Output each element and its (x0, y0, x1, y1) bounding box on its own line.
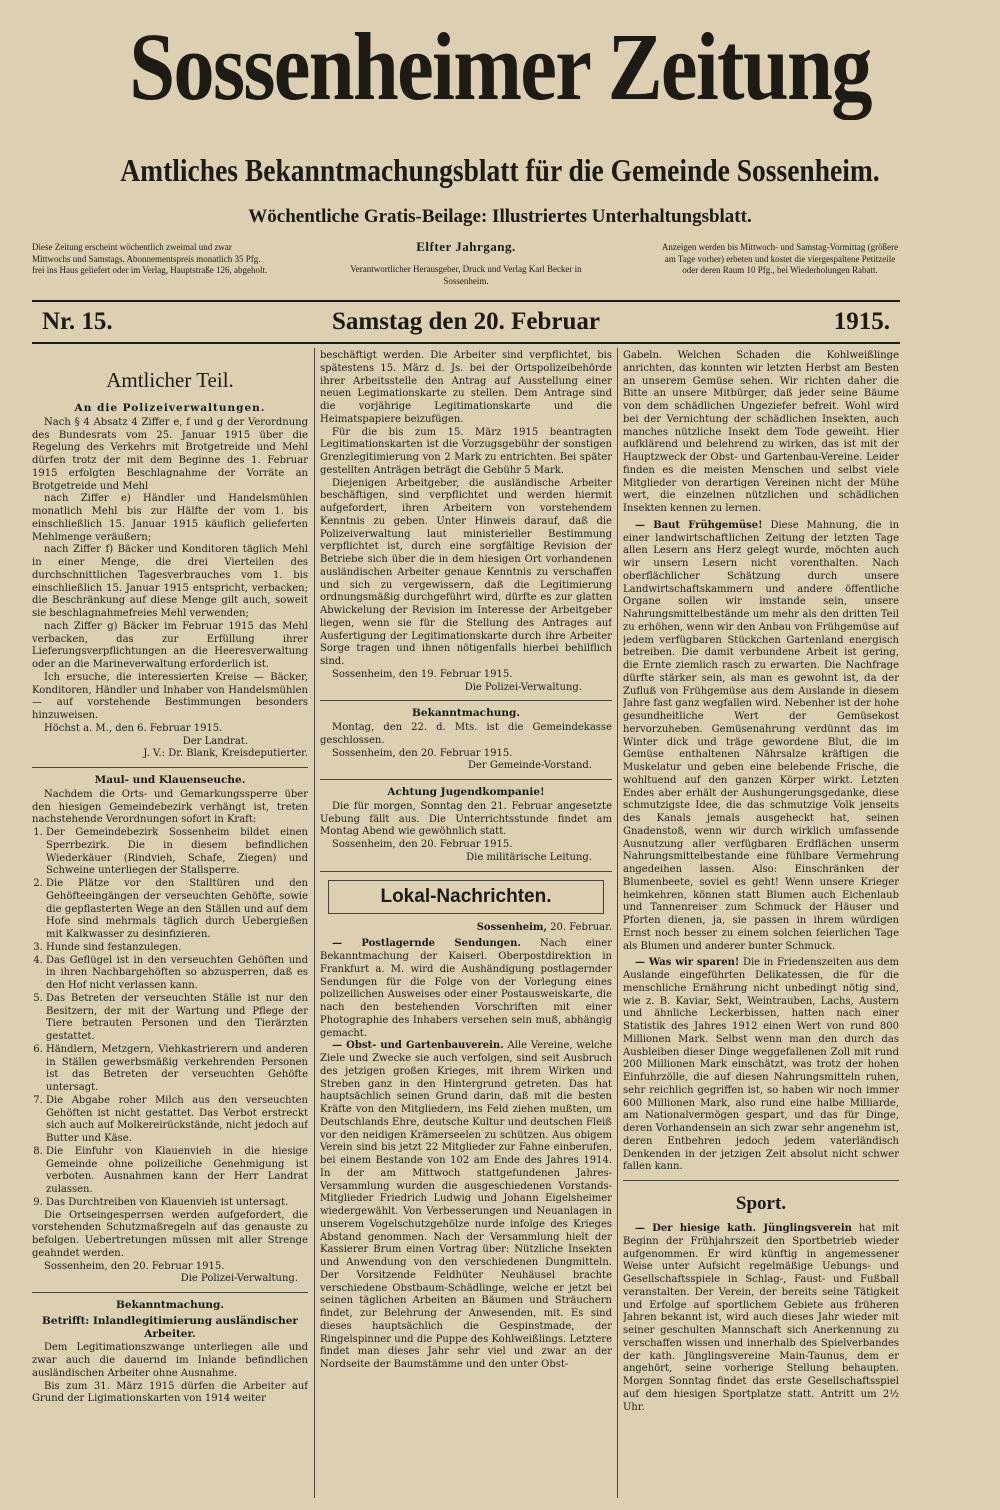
signature: Die Polizei-Verwaltung. (180, 1273, 298, 1285)
article-paragraph: Ich ersuche, die interessierten Kreise — Bäcker, Konditoren, Händler und Inhaber von Handelsmühlen — auf vorstehende Bestimmungen besonders hinzuweisen. (32, 671, 308, 721)
news-lead: — Postlagernde Sendungen. (332, 938, 521, 950)
news-item (623, 520, 899, 954)
masthead-supplement: Wöchentliche Gratis-Beilage: Illustriertes Unterhaltungsblatt. (248, 206, 752, 227)
column-separator (314, 348, 315, 1498)
article-paragraph: Montag, den 22. d. Mts. ist die Gemeindekasse geschlossen. (320, 722, 612, 746)
article-divider (32, 1292, 308, 1293)
list-item: 8. Die Einfuhr von Klauenvieh in die hiesige Gemeinde ohne polizeiliche Genehmigung ist verboten. Ausnahmen kann der Herr Landrat zulassen. (46, 1146, 308, 1197)
masthead-info-row (32, 238, 900, 294)
masthead-title: Sossenheimer Zeitung (129, 13, 871, 120)
list-item: 9. Das Durchtreiben von Klauenvieh ist untersagt. (46, 1197, 308, 1210)
column-separator (617, 348, 618, 1498)
article-paragraph: nach Ziffer f) Bäcker und Konditoren täglich Mehl in einer Menge, die drei Vierteilen des durchschnittlichen Tagesverbrauches vom 1. bis einschließlich 15. Januar 1915 entspricht, verbacken; die Beschränkung auf diese Menge gilt auch, soweit sie beschlagnahmefreies Mehl verwenden; (32, 544, 308, 619)
news-text: Diese Mahnung, die in einer landwirtschaftlichen Zeitung der letzten Tage allen Lesern ans Herz gelegt wurde, möchten auch wir unsern Lesern nicht vorenthalten. Nach oberflächlicher Schätzung durch unsere Landwirtschaftskammern und andere öffentliche Organe sollen wir imstande sein, unsere Nahrungsmittelbestände um mehr als den dritten Teil zu erhöhen, wenn wir den Anbau von Frühgemüse auf jedem verfügbaren Stückchen Gartenland energisch betreiben. Die damit verbundene Arbeit ist gering, die Ernte ziemlich rasch zu erwarten. Die Nachfrage dürfte stärker sein, als man es gewohnt ist, da der Zufluß von Frühgemüse aus dem Auslande in diesem Jahre fast ganz wegfallen wird. Nebenher ist der hohe gesundheitliche Wert der Gemüsekost hervorzuheben. Gemüsenahrung verdünnt das im Winter dick und träge gewordene Blut, die im Gemüse enthaltenen Nährsalze kräftigen die Muskelatur und geben eine belebende Frische, die wohltuend auf den ganzen Körper wirkt. Letzten Endes aber erhält der Aushungerungsgedanke, diese schmutzigste Idee, die das schmutzige Volk jenseits des Kanals jemals ausgeheckt hat, seinen Gnadenstoß, wenn wir durch wirklich umfassende Ausnutzung aller verfügbaren Erdflächen unserm Nahrungsmittelbestande eine fühlbare Vermehrung angedeihen lassen. Also: Einschränken der Blumenbeete, soviel es geht! Wenn unsere Krieger heimkehren, können statt Blumen auch Eichenlaub und Tannenreiser zum Schmuck der Häuser und Pforten dienen, ja, sie passen in ihrem würdigen Ernst noch besser zu einem solchen feierlichen Tage als Blumen und anderer bunter Schmuck. (623, 519, 899, 952)
news-item (320, 938, 612, 1040)
signature: J. V.: Dr. Blank, Kreisdeputierter. (143, 748, 308, 760)
section-title-sport: Sport. (735, 1193, 787, 1214)
article-paragraph: Nachdem die Orts- und Gemarkungssperre über den hiesigen Gemeindebezirk verhängt ist, treten nachstehende Verordnungen sofort in Kraft: (32, 788, 308, 826)
header-rule-bottom (32, 342, 900, 344)
list-item: 6. Händlern, Metzgern, Viehkastrierern und anderen in Ställen gewerbsmäßig verkehrenden Personen ist das Betreten der verseuchten Gehöfte untersagt. (46, 1044, 308, 1095)
article-place-date: Höchst a. M., den 6. Februar 1915. (44, 722, 223, 734)
volume-label: Elfter Jahrgang. (416, 239, 516, 254)
list-item: 7. Die Abgabe roher Milch aus den verseuchten Gehöften ist nicht gestattet. Das Verbot erstreckt sich auch auf Molkereirückstände, nicht jedoch auf Butter und Käse. (46, 1095, 308, 1146)
article-heading: Bekanntmachung. (116, 1299, 224, 1311)
signature: Der Gemeinde-Vorstand. (467, 760, 592, 772)
column-2 (320, 350, 612, 1500)
signature: Die militärische Leitung. (466, 851, 592, 863)
signature: Der Landrat. (182, 735, 248, 747)
article-paragraph: Diejenigen Arbeitgeber, die ausländische Arbeiter beschäftigen, sind verpflichtet und werden hiermit aufgefordert, ihren Arbeitern von vorstehendem Kenntnis zu geben. Unter Hinweis darauf, daß die Polizeiverwaltung laut ministerieller Bestimmung verpflichtet ist, durch eine sorgfältige Revision der Betriebe sich über die in dem hiesigen Ort vorhandenen ausländischen Arbeiter genaue Kenntnis zu verschaffen und sich zu vergewissern, daß die Legitimierung ordnungsmäßig durchgeführt wird, dürfte es zur glatten Abwickelung der Revision im Interesse der Arbeitgeber liegen, wenn sie für die Stellung des Antrages auf Ausfertigung der Legitimationskarte durch ihre Arbeiter Sorge tragen und ihnen nötigenfalls hierbei behilflich sind. (320, 477, 612, 667)
volume-publisher (332, 238, 600, 287)
article-divider (320, 700, 612, 701)
news-text: Die in Friedenszeiten aus dem Auslande eingeführten Delikatessen, die für die menschliche Ernährung nicht unbedingt nötig sind, wie z. B. Kaviar, Sekt, Weintrauben, Lachs, Austern und ähnliche Leckerbissen, hatten nach einer Statistik des Jahres 1912 einen Wert von rund 800 Millionen Mark. Selbst wenn man den durch das Ausbleiben dieser Dinge weggefallenen Zoll mit rund 200 Millionen Mark einschätzt, was trotz der hohen Einfuhrzölle, die auf diesen Nahrungsmitteln ruhen, sehr reichlich gegriffen ist, so haben wir noch immer 600 Millionen Mark, also rund eine halbe Milliarde, am Nationalvermögen gespart, und das für Dinge, deren Vorhandensein an sich zwar sehr angenehm ist, deren Entbehren jedoch jedem vaterländisch Denkenden in der jetzigen Zeit absolut nicht schwer fallen kann. (623, 957, 899, 1173)
list-item: 2. Die Plätze vor den Stalltüren und den Gehöfteeingängen der verseuchten Gehöfte, sowie die gepflasterten Wege an den Ställen und auf dem Hofe sind mehrmals täglich durch Uebergießen mit Kalkwasser zu desinfizieren. (46, 878, 308, 942)
list-item: 3. Hunde sind festanzulegen. (46, 942, 308, 955)
article-divider (32, 767, 308, 768)
list-item: 1. Der Gemeindebezirk Sossenheim bildet einen Sperrbezirk. Die in diesem befindlichen Wiederkäuer (Rindvieh, Schafe, Ziegen) und Schweine unterliegen der Stallsperre. (46, 827, 308, 878)
article-place-date: Sossenheim, den 20. Februar 1915. (332, 747, 513, 759)
article-place-date: Sossenheim, den 20. Februar 1915. (44, 1260, 225, 1272)
issue-date: Samstag den 20. Februar (331, 308, 601, 335)
article-divider (623, 1180, 899, 1181)
article-heading: Achtung Jugendkompanie! (387, 786, 545, 798)
article-paragraph: Die Ortseingesperrsen werden aufgefordert, die vorstehenden Schutzmaßregeln auf das genauste zu befolgen. Uebertretungen müssen mit aller Strenge geahndet werden. (32, 1209, 308, 1259)
news-text: Alle Vereine, welche Ziele und Zwecke sie auch verfolgen, sind seit Ausbruch des jetzigen großen Krieges, mit ihrem Wirken und Streben ganz in den Hintergrund getreten. Das hat hauptsächlich seinen Grund darin, daß mit die besten Kräfte von den Mitgliedern, ins Feld ziehen mußten, um Deutschlands Ehre, deutsche Kultur und deutschen Fleiß vor den neidigen Krämerseelen zu schützen. Aus obigem Verein sind bis jetzt 22 Mitglieder zur Fahne einberufen, bei einem Bestande von 102 am Ende des Jahres 1914. In der am Mittwoch stattgefundenen Jahres-Versammlung wurden die ausgeschiedenen Vorstands-Mitglieder Friedrich Ludwig und Johann Eigelsheimer wiedergewählt. Von Verbesserungen und Neuanlagen in unserem Vogelschutzgehölze nurde infolge des Krieges Abstand genommen. Nach der Versammlung hielt der Kassierer Brum einen Vortrag über: Nützliche Insekten und Anwendung von den verschiedenen Dungmitteln. Der Vorsitzende Feldhüter Neuhäusel brachte verschiedene Obstbaum-Schädlinge, welche er jetzt bei seinen täglichen Arbeiten an Bäumen und Sträuchern findet, zur Belehrung der Anwesenden, mit. Es sind dieses hauptsächlich die Gespinstmade, der Ringelspinner und die Puppe des Kohlweißlings. Letztere findet man dieses Jahr sehr viel und zwar an der Nordseite der Baumstämme und den unter Obst- (320, 1040, 612, 1370)
masthead-subtitle: Amtliches Bekanntmachungsblatt für die Gemeinde Sossenheim. (120, 152, 880, 188)
issue-number: Nr. 15. (42, 308, 113, 335)
article-paragraph: beschäftigt werden. Die Arbeiter sind verpflichtet, bis spätestens 15. März d. Js. bei der Ortspolizeibehörde ihrer Arbeitsstelle den Antrag auf Ausstellung einer neuen Legimationskarte zu stellen. Dem Antrage sind die vorjährige Legitimationskarte und die Heimatspapiere beizufügen. (320, 350, 612, 425)
section-title-lokal-nachrichten: Lokal-Nachrichten. (328, 880, 604, 914)
article-paragraph: Die für morgen, Sonntag den 21. Februar angesetzte Uebung fällt aus. Die Unterrichtsstunde findet am Montag Abend wie gewöhnlich statt. (320, 800, 612, 838)
regulation-list (32, 827, 308, 1210)
lokal-dateline-date: 20. Februar. (550, 921, 612, 933)
news-item (623, 1223, 899, 1414)
signature: Die Polizei-Verwaltung. (464, 681, 582, 693)
column-3 (623, 350, 899, 1500)
news-item (320, 1040, 612, 1372)
news-lead: — Was wir sparen! (635, 957, 740, 969)
issue-year: 1915. (833, 308, 890, 335)
article-paragraph: Gabeln. Welchen Schaden die Kohlweißlinge anrichten, das konnten wir letzten Herbst am Besten an unserem Gemüse sehen. Wir richten daher die Bitte an unsere Mitbürger, daß jeder seine Bäume von dem schädlichen Ungeziefer befreit. Wohl wird bei der Vernichtung der schädlichen Insekten, auch manches nützliche Insekt dem Tode geweiht. Hier aufklärend und belehrend zu wirken, das ist mit der Hauptzweck der Obst- und Gartenbau-Vereine. Leider finden es die meisten Menschen und selbst viele Mitglieder von derartigen Vereinen nicht der Mühe wert, die einzelnen nützlichen und schädlichen Insekten kennen zu lernen. (623, 350, 899, 514)
article-paragraph: Bis zum 31. März 1915 dürfen die Arbeiter auf Grund der Ligimationskarten von 1914 weiter (32, 1380, 308, 1405)
section-title-amtlicher-teil: Amtlicher Teil. (106, 368, 234, 392)
news-text: hat mit Beginn der Frühjahrszeit den Sportbetrieb wieder aufgenommen. Er wird künftig in angemessener Weise unter Aufsicht regelmäßige Uebungs- und Gesellschaftsspiele in Schlag-, Faust- und Fußball veranstalten. Der Verein, der bereits seine Tätigkeit und Erfolge auf sportlichem Gebiete aus früheren Jahren bekannt ist, wird auch dieses Jahr wieder mit seiner geschulten Mannschaft sich Anerkennung zu verschaffen wissen und innerhalb des Spielverbandes der kath. Jünglingsvereine Main-Taunus, dem er angehört, seine vorherige Stellung behaupten. Morgen Sonntag findet das erste Gesellschaftsspiel auf dem hiesigen Sportplatze statt. Antritt um 2½ Uhr. (623, 1223, 899, 1413)
advertising-info: Anzeigen werden bis Mittwoch- und Samstag-Vormittag (größere am Tage vorher) erbeten und kostet die viergespaltene Petitzeile oder deren Raum 10 Pfg., bei Wiederholungen Rabatt. (661, 242, 899, 275)
publisher-info: Verantwortlicher Herausgeber, Druck und Verlag Karl Becker in Sossenheim. (350, 264, 582, 286)
news-lead: — Obst- und Gartenbauverein. (332, 1040, 504, 1052)
subscription-info: Diese Zeitung erscheint wöchentlich zweimal und zwar Mittwochs und Samstags. Abonnementspreis monatlich 35 Pfg. frei ins Haus geliefert oder im Verlag, Hauptstraße 126, abgeholt. (32, 242, 268, 275)
news-lead: — Baut Frühgemüse! (635, 519, 763, 531)
article-place-date: Sossenheim, den 19. Februar 1915. (332, 668, 513, 680)
article-subject: Betrifft: Inlandlegitimierung ausländischer Arbeiter. (42, 1314, 298, 1340)
news-text: Nach einer Bekanntmachung der Kaiserl. Oberpostdirektion in Frankfurt a. M. wird die Aushändigung postlagernder Sendungen für die Folge von der Vorlegung eines polizeilichen Ausweises oder einer Postausweiskarte, die nach den bestehenden Vorschriften mit einer Photographie des Inhabers versehen sein muß, abhängig gemacht. (320, 938, 612, 1039)
article-paragraph: Dem Legitimationszwange unterliegen alle und zwar auch die dauernd im Inlande befindlichen ausländischen Arbeiter ohne Ausnahme. (32, 1342, 308, 1379)
header-rule-top (32, 300, 900, 302)
article-paragraph: nach Ziffer e) Händler und Handelsmühlen monatlich Mehl bis zur Hälfte der vom 1. bis einschließlich 15. Januar 1915 käuflich gelieferten Mehlmenge veräußern; (32, 493, 308, 543)
news-item (623, 957, 899, 1174)
lokal-dateline (320, 922, 612, 935)
article-paragraph: nach Ziffer g) Bäcker im Februar 1915 das Mehl verbacken, das zur Erfüllung ihrer Lieferungsverpflichtungen an die Heeresverwaltung oder an die Marineverwaltung erforderlich ist. (32, 620, 308, 670)
news-lead: — Der hiesige kath. Jünglingsverein (635, 1223, 852, 1234)
dateline (32, 304, 900, 340)
article-divider (320, 871, 612, 872)
article-heading: An die Polizeiverwaltungen. (74, 402, 266, 414)
article-paragraph: Nach § 4 Absatz 4 Ziffer e, f und g der Verordnung des Bundesrats vom 25. Januar 1915 über die Regelung des Verkehrs mit Brotgetreide und Mehl dürfen trotz der mit dem Beginne des 1. Februar 1915 erfolgten Beschlagnahme der Vorräte an Brotgetreide und Mehl (32, 416, 308, 492)
article-place-date: Sossenheim, den 20. Februar 1915. (332, 839, 513, 850)
list-item: 5. Das Betreten der verseuchten Ställe ist nur den Besitzern, der mit der Wartung und Pflege der Tiere betrauten Personen und den Tierärzten gestattet. (46, 993, 308, 1044)
article-heading: Bekanntmachung. (412, 707, 520, 720)
list-item: 4. Das Geflügel ist in den verseuchten Gehöften und in ihren Nachbargehöften so abzusperren, daß es den Hof nicht verlassen kann. (46, 955, 308, 993)
lokal-dateline-place: Sossenheim, (476, 921, 547, 933)
column-1 (32, 350, 308, 1500)
article-heading: Maul- und Klauenseuche. (94, 774, 246, 786)
article-paragraph: Für die bis zum 15. März 1915 beantragten Legitimationskarten ist die Vorzugsgebühr der sonstigen Grenzlegitimierung von 2 Mark zu entrichten. Bei später gestellten Anträgen beträgt die Gebühr 5 Mark. (320, 426, 612, 476)
article-divider (320, 779, 612, 780)
